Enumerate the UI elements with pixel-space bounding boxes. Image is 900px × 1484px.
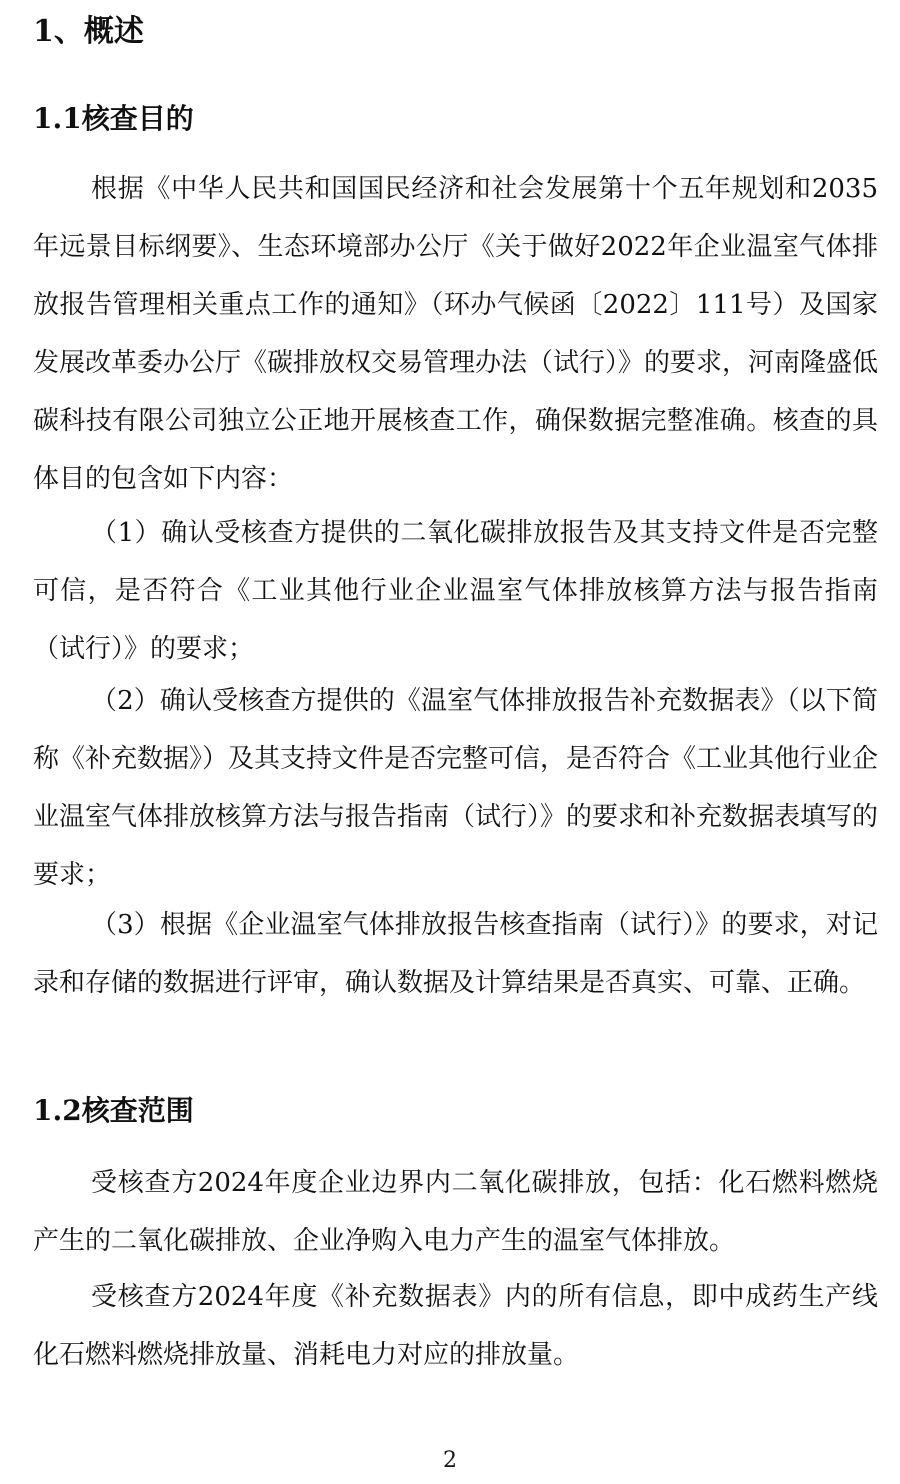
paragraph-purpose-intro: 根据《中华人民共和国国民经济和社会发展第十个五年规划和2035年远景目标纲要》、生态环境部办公厅《关于做好2022年企业温室气体排放报告管理相关重点工作的通知》（环办气候函〔2022〕111号）及国家发展改革委办公厅《碳排放权交易管理办法（试行）》的要求，河南隆盛低碳科技有限公司独立公正地开展核查工作，确保数据完整准确。核查的具体目的包含如下内容： bbox=[33, 174, 879, 494]
paragraph-scope-emissions: 受核查方2024年度企业边界内二氧化碳排放，包括：化石燃料燃烧产生的二氧化碳排放、企业净购入电力产生的温室气体排放。 bbox=[33, 1168, 878, 1256]
section-heading-verification-scope: 1.2核查范围 bbox=[33, 1094, 194, 1127]
paragraph-purpose-item-2: （2）确认受核查方提供的《温室气体排放报告补充数据表》（以下简称《补充数据》）及其支持文件是否完整可信，是否符合《工业其他行业企业温室气体排放核算方法与报告指南（试行）》的要求和补充数据表填写的要求； bbox=[33, 686, 879, 890]
section-heading-verification-purpose: 1.1核查目的 bbox=[33, 102, 194, 135]
section-heading-overview: 1、概述 bbox=[33, 14, 144, 49]
paragraph-purpose-item-3: （3）根据《企业温室气体排放报告核查指南（试行）》的要求，对记录和存储的数据进行评审，确认数据及计算结果是否真实、可靠、正确。 bbox=[33, 910, 878, 998]
paragraph-purpose-item-1: （1）确认受核查方提供的二氧化碳排放报告及其支持文件是否完整可信，是否符合《工业其他行业企业温室气体排放核算方法与报告指南（试行）》的要求； bbox=[33, 518, 878, 664]
page-number: 2 bbox=[443, 1448, 457, 1473]
paragraph-scope-supplementary-data: 受核查方2024年度《补充数据表》内的所有信息，即中成药生产线化石燃料燃烧排放量、消耗电力对应的排放量。 bbox=[33, 1282, 878, 1370]
